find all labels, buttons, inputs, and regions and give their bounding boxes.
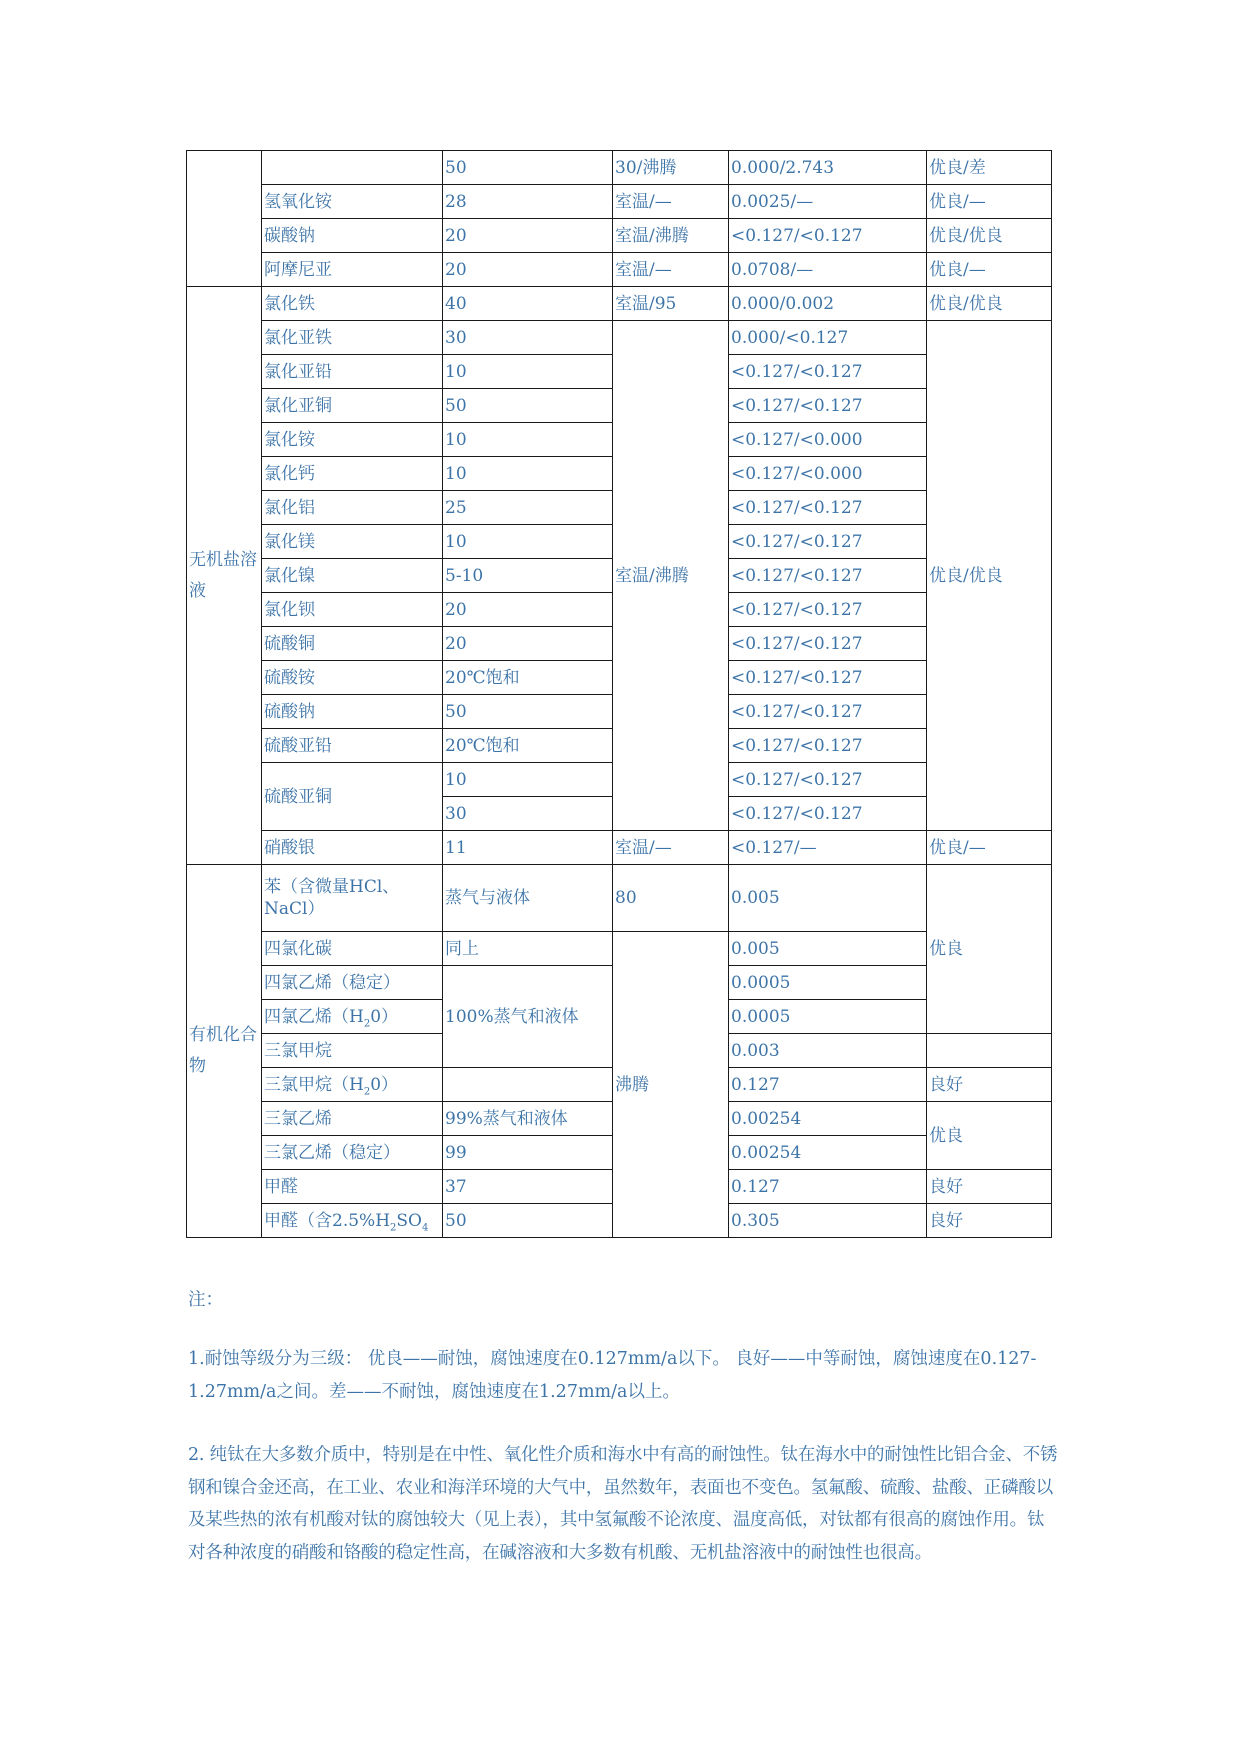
medium-cell: 硫酸铜 (262, 627, 443, 661)
concentration-cell: 28 (443, 185, 613, 219)
temperature-cell: 室温/— (613, 185, 729, 219)
concentration-cell: 37 (443, 1170, 613, 1204)
rate-cell: 0.00254 (729, 1136, 927, 1170)
concentration-cell: 10 (443, 525, 613, 559)
concentration-cell: 50 (443, 151, 613, 185)
medium-cell: 氯化镁 (262, 525, 443, 559)
medium-cell: 四氯乙烯（稳定） (262, 966, 443, 1000)
medium-cell: 氢氧化铵 (262, 185, 443, 219)
corrosion-table (186, 150, 1052, 1238)
grade-cell: 优良/优良 (927, 321, 1052, 831)
concentration-cell: 11 (443, 831, 613, 865)
medium-cell: 甲醛 (262, 1170, 443, 1204)
concentration-cell: 99%蒸气和液体 (443, 1102, 613, 1136)
grade-cell: 优良/优良 (927, 287, 1052, 321)
table-row (187, 287, 1052, 321)
grade-cell: 优良/— (927, 253, 1052, 287)
rate-cell: <0.127/<0.127 (729, 695, 927, 729)
notes-title: 注： (188, 1290, 223, 1310)
medium-cell: 硫酸亚铜 (262, 763, 443, 831)
medium-cell: 氯化镍 (262, 559, 443, 593)
rate-cell: <0.127/<0.127 (729, 729, 927, 763)
rate-cell: 0.005 (729, 932, 927, 966)
rate-cell: 0.000/2.743 (729, 151, 927, 185)
medium-cell: 氯化亚铅 (262, 355, 443, 389)
medium-cell: 硫酸亚铅 (262, 729, 443, 763)
concentration-cell: 10 (443, 457, 613, 491)
concentration-cell: 10 (443, 355, 613, 389)
medium-cell: 氯化亚铜 (262, 389, 443, 423)
concentration-cell: 20 (443, 219, 613, 253)
medium-cell: 阿摩尼亚 (262, 253, 443, 287)
rate-cell: <0.127/<0.127 (729, 559, 927, 593)
medium-cell: 三氯甲烷$(H_20)$ (262, 1068, 443, 1102)
medium-cell: 氯化钙 (262, 457, 443, 491)
grade-cell: 优良 (927, 865, 1052, 1034)
table-row (187, 151, 1052, 185)
grade-cell: 优良/优良 (927, 219, 1052, 253)
medium-cell: 三氯乙烯 (262, 1102, 443, 1136)
concentration-cell: 10 (443, 763, 613, 797)
medium-cell: 苯（含微量HCl、NaCl） (262, 865, 443, 932)
concentration-cell: 20℃饱和 (443, 729, 613, 763)
medium-cell: 氯化铵 (262, 423, 443, 457)
concentration-cell: 20 (443, 627, 613, 661)
rate-cell: 0.0005 (729, 1000, 927, 1034)
concentration-cell: 100%蒸气和液体 (443, 966, 613, 1068)
rate-cell: <0.127/<0.127 (729, 797, 927, 831)
medium-cell: 硫酸铵 (262, 661, 443, 695)
medium-cell (262, 151, 443, 185)
medium-cell: 硝酸银 (262, 831, 443, 865)
note-paragraph-2: 2. 纯钛在大多数介质中，特别是在中性、氧化性介质和海水中有高的耐蚀性。钛在海水中的耐蚀性比铝合金、不锈钢和镍合金还高，在工业、农业和海洋环境的大气中，虽然数年，表面也不变色。氢氟酸、硫酸、盐酸、正磷酸以及某些热的浓有机酸对钛的腐蚀较大（见上表），其中氢氟酸不论浓度、温度高低，对钛都有很高的腐蚀作用。钛对各种浓度的硝酸和铬酸的稳定性高，在碱溶液和大多数有机酸、无机盐溶液中的耐蚀性也很高。 (188, 1445, 1058, 1563)
rate-cell: <0.127/<0.127 (729, 661, 927, 695)
rate-cell: <0.127/<0.127 (729, 491, 927, 525)
temperature-cell: 室温/沸腾 (613, 219, 729, 253)
rate-cell: 0.005 (729, 865, 927, 932)
rate-cell: <0.127/— (729, 831, 927, 865)
concentration-cell (443, 1068, 613, 1102)
rate-cell: 0.127 (729, 1170, 927, 1204)
grade-cell: 良好 (927, 1204, 1052, 1238)
concentration-cell: 5-10 (443, 559, 613, 593)
medium-cell: 四氯乙烯$(H_20)$ (262, 1000, 443, 1034)
table-row (187, 321, 1052, 355)
medium-cell: 氯化铝 (262, 491, 443, 525)
concentration-cell: 30 (443, 321, 613, 355)
temperature-cell: 室温/沸腾 (613, 321, 729, 831)
medium-cell: 三氯乙烯（稳定） (262, 1136, 443, 1170)
rate-cell: 0.000/0.002 (729, 287, 927, 321)
medium-cell: 氯化亚铁 (262, 321, 443, 355)
concentration-cell: 25 (443, 491, 613, 525)
note-paragraph-1: 1.耐蚀等级分为三级： 优良——耐蚀，腐蚀速度在0.127mm/a以下。 良好——中等耐蚀，腐蚀速度在0.127-1.27mm/a之间。差——不耐蚀，腐蚀速度在1.27mm/a以上。 (188, 1349, 1037, 1402)
grade-cell: 优良 (927, 1102, 1052, 1170)
table-row (187, 865, 1052, 932)
medium-cell: 氯化钡 (262, 593, 443, 627)
rate-cell: <0.127/<0.127 (729, 389, 927, 423)
concentration-cell: 50 (443, 1204, 613, 1238)
concentration-cell: 50 (443, 389, 613, 423)
concentration-cell: 40 (443, 287, 613, 321)
medium-cell: 三氯甲烷 (262, 1034, 443, 1068)
concentration-cell: 同上 (443, 932, 613, 966)
table-row (187, 185, 1052, 219)
rate-cell: 0.0005 (729, 966, 927, 1000)
temperature-cell: 室温/— (613, 831, 729, 865)
rate-cell: 0.000/<0.127 (729, 321, 927, 355)
table-row (187, 932, 1052, 966)
temperature-cell: 沸腾 (613, 932, 729, 1238)
table-row (187, 253, 1052, 287)
concentration-cell: 30 (443, 797, 613, 831)
medium-cell: 氯化铁 (262, 287, 443, 321)
temperature-cell: 30/沸腾 (613, 151, 729, 185)
grade-cell: 优良/差 (927, 151, 1052, 185)
rate-cell: <0.127/<0.000 (729, 423, 927, 457)
concentration-cell: 蒸气与液体 (443, 865, 613, 932)
category-cell: 有机化合物 (187, 865, 262, 1238)
rate-cell: 0.127 (729, 1068, 927, 1102)
grade-cell: 优良/— (927, 185, 1052, 219)
rate-cell: <0.127/<0.000 (729, 457, 927, 491)
temperature-cell: 室温/— (613, 253, 729, 287)
concentration-cell: 99 (443, 1136, 613, 1170)
grade-cell: 良好 (927, 1170, 1052, 1204)
table-row (187, 219, 1052, 253)
concentration-cell: 20 (443, 253, 613, 287)
rate-cell: <0.127/<0.127 (729, 593, 927, 627)
grade-cell: 优良/— (927, 831, 1052, 865)
rate-cell: <0.127/<0.127 (729, 219, 927, 253)
rate-cell: <0.127/<0.127 (729, 763, 927, 797)
concentration-cell: 50 (443, 695, 613, 729)
rate-cell: 0.003 (729, 1034, 927, 1068)
rate-cell: <0.127/<0.127 (729, 525, 927, 559)
temperature-cell: 室温/95 (613, 287, 729, 321)
concentration-cell: 20 (443, 593, 613, 627)
rate-cell: 0.0025/— (729, 185, 927, 219)
category-cell (187, 151, 262, 287)
grade-cell (927, 1034, 1052, 1068)
medium-cell: 碳酸钠 (262, 219, 443, 253)
concentration-cell: 10 (443, 423, 613, 457)
concentration-cell: 20℃饱和 (443, 661, 613, 695)
grade-cell: 良好 (927, 1068, 1052, 1102)
rate-cell: <0.127/<0.127 (729, 627, 927, 661)
category-cell: 无机盐溶液 (187, 287, 262, 865)
rate-cell: <0.127/<0.127 (729, 355, 927, 389)
rate-cell: 0.305 (729, 1204, 927, 1238)
medium-cell: 甲醛（含$2.5\%H_2SO_4$ (262, 1204, 443, 1238)
rate-cell: 0.0708/— (729, 253, 927, 287)
table-row (187, 831, 1052, 865)
rate-cell: 0.00254 (729, 1102, 927, 1136)
temperature-cell: 80 (613, 865, 729, 932)
medium-cell: 硫酸钠 (262, 695, 443, 729)
medium-cell: 四氯化碳 (262, 932, 443, 966)
